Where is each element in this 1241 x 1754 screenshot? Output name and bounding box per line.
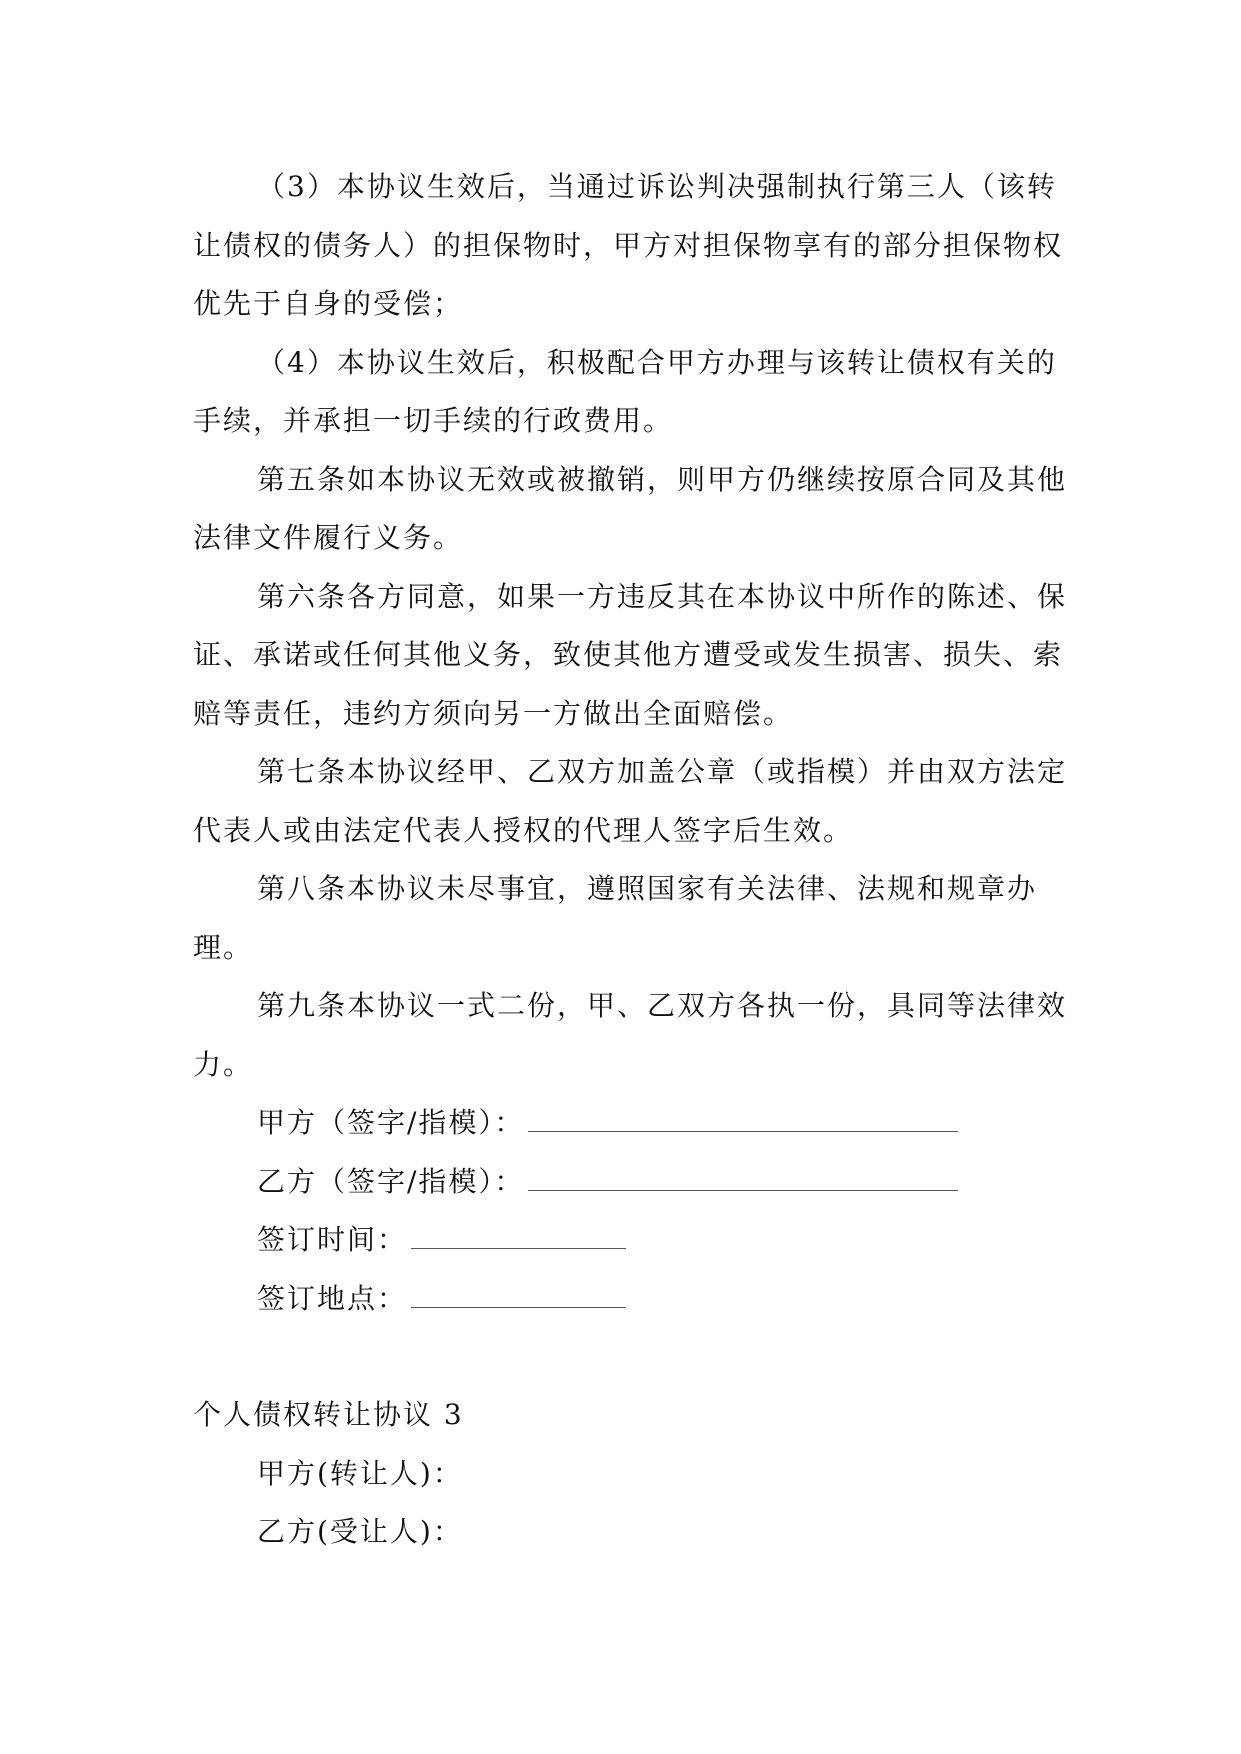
signing-date-blank — [411, 1218, 626, 1249]
clause-paragraph: （3）本协议生效后，当通过诉讼判决强制执行第三人（该转让债权的债务人）的担保物时，甲方对担保物享有的部分担保物权优先于自身的受偿； — [193, 170, 1064, 320]
section-title: 个人债权转让协议 3 — [193, 1398, 464, 1431]
transferor-line: 甲方(转让人)： — [257, 1456, 463, 1490]
clause-paragraph: 第六条各方同意，如果一方违反其在本协议中所作的陈述、保证、承诺或任何其他义务，致使其他方遭受或发生损害、损失、索赔等责任，违约方须向另一方做出全面赔偿。 — [193, 579, 1068, 730]
signing-place-label: 签订地点： — [257, 1281, 408, 1315]
section-gap — [193, 1328, 1073, 1386]
document-page — [193, 158, 1073, 1562]
party-b-signature-line — [193, 1153, 1073, 1212]
clause-paragraph: 第七条本协议经甲、乙双方加盖公章（或指模）并由双方法定代表人或由法定代表人授权的代理人签字后生效。 — [193, 755, 1068, 847]
signing-place-blank — [411, 1277, 626, 1308]
party-a-signature-line — [193, 1094, 1073, 1153]
party-a-signature-blank — [528, 1101, 958, 1132]
signing-date-line — [193, 1211, 1073, 1270]
party-b-signature-label: 乙方（签字/指模）： — [257, 1164, 525, 1198]
clause-paragraph: 第八条本协议未尽事宜，遵照国家有关法律、法规和规章办理。 — [193, 872, 1038, 964]
signing-date-label: 签订时间： — [257, 1223, 408, 1256]
signing-place-line — [193, 1270, 1073, 1329]
transferee-line: 乙方(受让人)： — [257, 1515, 463, 1548]
party-b-signature-blank — [528, 1160, 958, 1191]
clause-paragraph: （4）本协议生效后，积极配合甲方办理与该转让债权有关的手续，并承担一切手续的行政费用。 — [193, 345, 1057, 437]
clause-paragraph: 第五条如本协议无效或被撤销，则甲方仍继续按原合同及其他法律文件履行义务。 — [193, 462, 1068, 554]
party-a-signature-label: 甲方（签字/指模）： — [257, 1106, 525, 1139]
clause-paragraph: 第九条本协议一式二份，甲、乙双方各执一份，具同等法律效力。 — [193, 989, 1068, 1081]
